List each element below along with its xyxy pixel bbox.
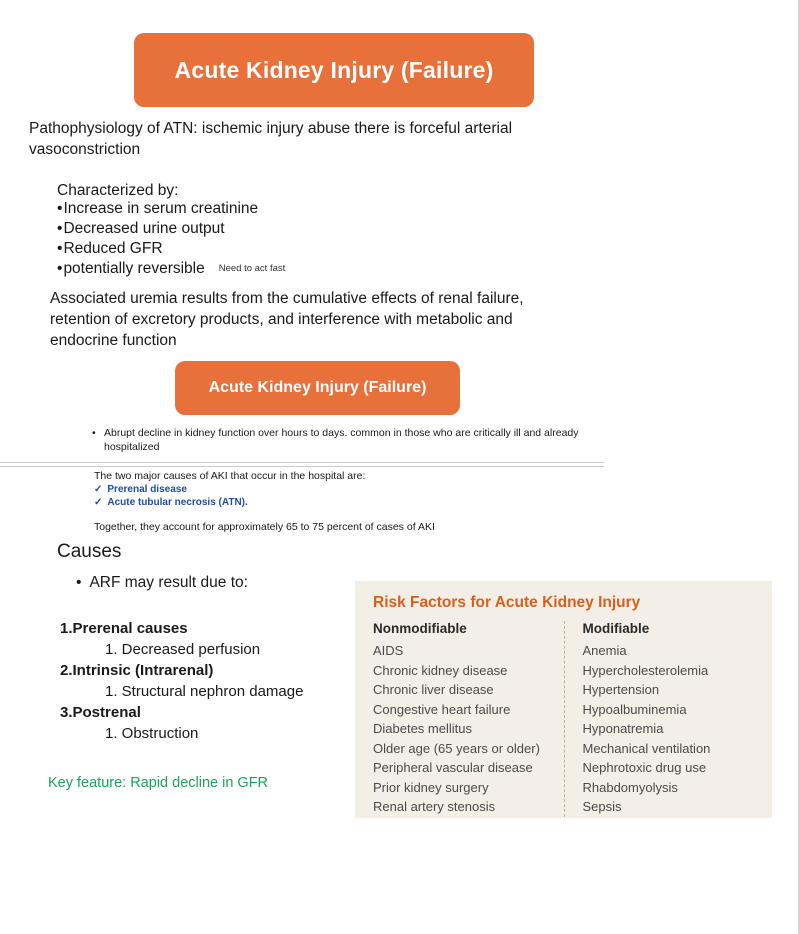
list-item: Hypoalbuminemia	[582, 701, 687, 717]
list-item: Hypercholesterolemia	[582, 662, 709, 678]
list-item: Sepsis	[582, 799, 622, 814]
risk-factors-card	[355, 581, 772, 818]
title-banner-primary: Acute Kidney Injury (Failure)	[134, 33, 534, 107]
risk-column-header: Nonmodifiable	[373, 621, 467, 636]
bullet-dot-icon: •	[76, 574, 82, 591]
list-item: •potentially reversible Need to act fast	[57, 260, 286, 277]
list-item: •Reduced GFR	[57, 240, 163, 257]
list-item: Congestive heart failure	[373, 701, 511, 717]
causes-section-title: Causes	[57, 541, 122, 562]
check-icon: ✓	[94, 497, 103, 508]
pathophysiology-text: Pathophysiology of ATN: ischemic injury abuse there is forceful arterial vasoconstriction	[29, 120, 513, 158]
list-item: 3.Postrenal	[60, 704, 141, 721]
arf-line: • ARF may result due to:	[76, 574, 248, 591]
list-item: Diabetes mellitus	[373, 721, 472, 736]
risk-card-columns	[373, 621, 754, 817]
bullet-dot-icon: •	[57, 200, 63, 217]
slide-together-text: Together, they account for approximately 65 to 75 percent of cases of AKI	[94, 521, 435, 533]
key-feature-note: Key feature: Rapid decline in GFR	[48, 775, 269, 791]
bullet-dot-icon: •	[57, 220, 63, 237]
list-item: Anemia	[582, 643, 627, 658]
characterized-heading: Characterized by:	[57, 182, 179, 199]
slide-causes-intro: The two major causes of AKI that occur in the hospital are:	[94, 470, 366, 482]
list-item: Prior kidney surgery	[373, 779, 489, 795]
list-item: Mechanical ventilation	[582, 740, 711, 756]
check-icon: ✓	[94, 484, 103, 495]
bullet-dot-icon: •	[57, 260, 63, 277]
list-item: 2.Intrinsic (Intrarenal)	[60, 662, 214, 679]
list-item: Renal artery stenosis	[373, 799, 496, 814]
risk-column-modifiable	[564, 621, 755, 817]
divider-top	[0, 462, 604, 463]
list-item: Hypertension	[582, 682, 660, 697]
risk-column-header: Modifiable	[582, 621, 650, 636]
list-item: Nephrotoxic drug use	[582, 760, 707, 775]
risk-modifiable-list	[583, 641, 755, 817]
list-item: Rhabdomyolysis	[582, 779, 678, 795]
associated-uremia-text: Associated uremia results from the cumulative effects of renal failure, retention of excretory products, and interference with metabolic and endocrine function	[50, 290, 524, 349]
risk-column-nonmodifiable	[373, 621, 564, 817]
list-subitem: 1. Obstruction	[105, 725, 199, 742]
risk-nonmodifiable-list	[373, 641, 564, 817]
list-item: Older age (65 years or older)	[373, 740, 540, 756]
list-item: Chronic liver disease	[373, 682, 494, 697]
list-subitem: 1. Decreased perfusion	[105, 641, 261, 658]
list-item: Peripheral vascular disease	[373, 760, 533, 775]
handwritten-annotation: Need to act fast	[218, 263, 286, 274]
list-item: Chronic kidney disease	[373, 662, 508, 678]
causes-list	[60, 618, 303, 744]
bullet-dot-icon: •	[92, 427, 96, 439]
list-item: •Decreased urine output	[57, 220, 225, 237]
divider-bottom	[0, 466, 604, 467]
slide-causes-list	[94, 483, 248, 509]
list-item: ✓ Acute tubular necrosis (ATN).	[94, 497, 248, 508]
title-banner-secondary: Acute Kidney Injury (Failure)	[175, 361, 460, 415]
list-item: Hyponatremia	[582, 721, 664, 736]
characterized-list	[57, 199, 517, 279]
list-item: •Increase in serum creatinine	[57, 200, 259, 217]
bullet-dot-icon: •	[57, 240, 63, 257]
slide-bullet: • Abrupt decline in kidney function over hours to days. common in those who are critically ill and already hospitalized	[92, 427, 579, 453]
list-item: AIDS	[373, 643, 404, 658]
risk-card-title: Risk Factors for Acute Kidney Injury	[373, 594, 641, 611]
list-item: 1.Prerenal causes	[60, 620, 188, 637]
list-item: ✓ Prerenal disease	[94, 484, 187, 495]
list-subitem: 1. Structural nephron damage	[105, 683, 304, 700]
